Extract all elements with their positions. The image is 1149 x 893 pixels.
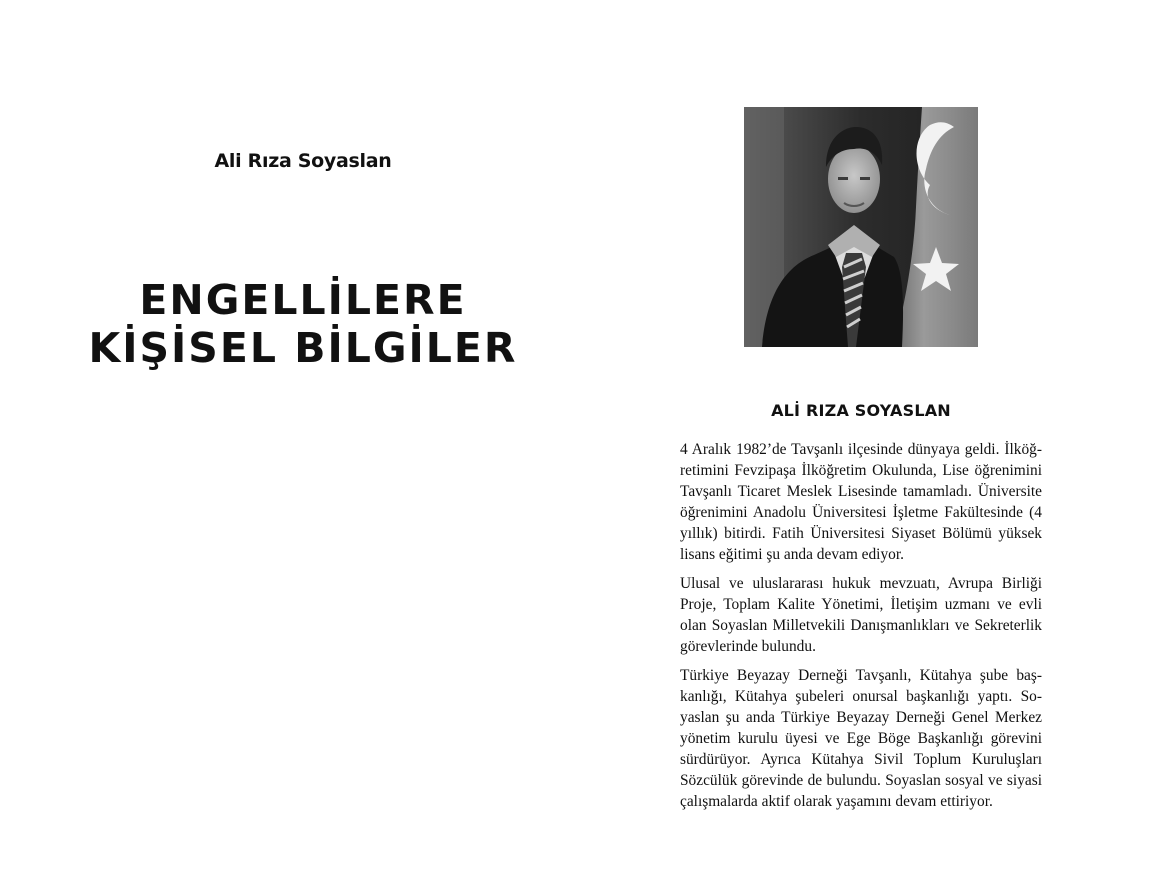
- portrait-photo: [744, 107, 978, 347]
- biography: [680, 439, 1042, 820]
- right-page: [606, 0, 1149, 893]
- book-title: [0, 276, 606, 372]
- book-title-line-1: ENGELLİLERE: [139, 276, 467, 324]
- author-name: Ali Rıza Soyaslan: [214, 150, 392, 172]
- bio-paragraph: Ulusal ve uluslararası hukuk mevzuatı, Avrupa Birliği Proje, Toplam Kalite Yönetimi, İletişim uzmanı ve evli olan Soyaslan Milletvekili Danışmanlıkları ve Sekreterlik görevlerinde bulundu.: [680, 575, 1042, 655]
- book-title-line-2: KİŞİSEL BİLGİLER: [88, 324, 518, 372]
- bio-paragraph: 4 Aralık 1982’de Tavşanlı ilçesinde dünyaya geldi. İlköğretimini Fevzipaşa İlköğretim Okulunda, Lise öğrenimini Tavşanlı Ticaret Meslek Lisesinde tamamladı. Üniversite öğrenimini Anadolu Üniversitesi İşletme Fakültesinde (4 yıllık) bitirdi. Fatih Üniversitesi Siyaset Bölümü yüksek lisans eğitimi şu anda devam ediyor.: [680, 441, 1042, 563]
- bio-name-heading: ALİ RIZA SOYASLAN: [771, 401, 951, 420]
- bio-paragraph: Türkiye Beyazay Derneği Tavşanlı, Kütahya şube başkanlığı, Kütahya şubeleri onursal başkanlığı yaptı. Soyaslan şu anda Türkiye Beyazay Derneği Genel Merkez yönetim kurulu üyesi ve Ege Böge Başkanlığı görevini sürdürüyor. Ayrıca Kütahya Sivil Toplum Kuruluşları Sözcülük görevinde de bulundu. Soyaslan sosyal ve siyasi çalışmalarda aktif olarak yaşamını devam ettiriyor.: [680, 667, 1042, 810]
